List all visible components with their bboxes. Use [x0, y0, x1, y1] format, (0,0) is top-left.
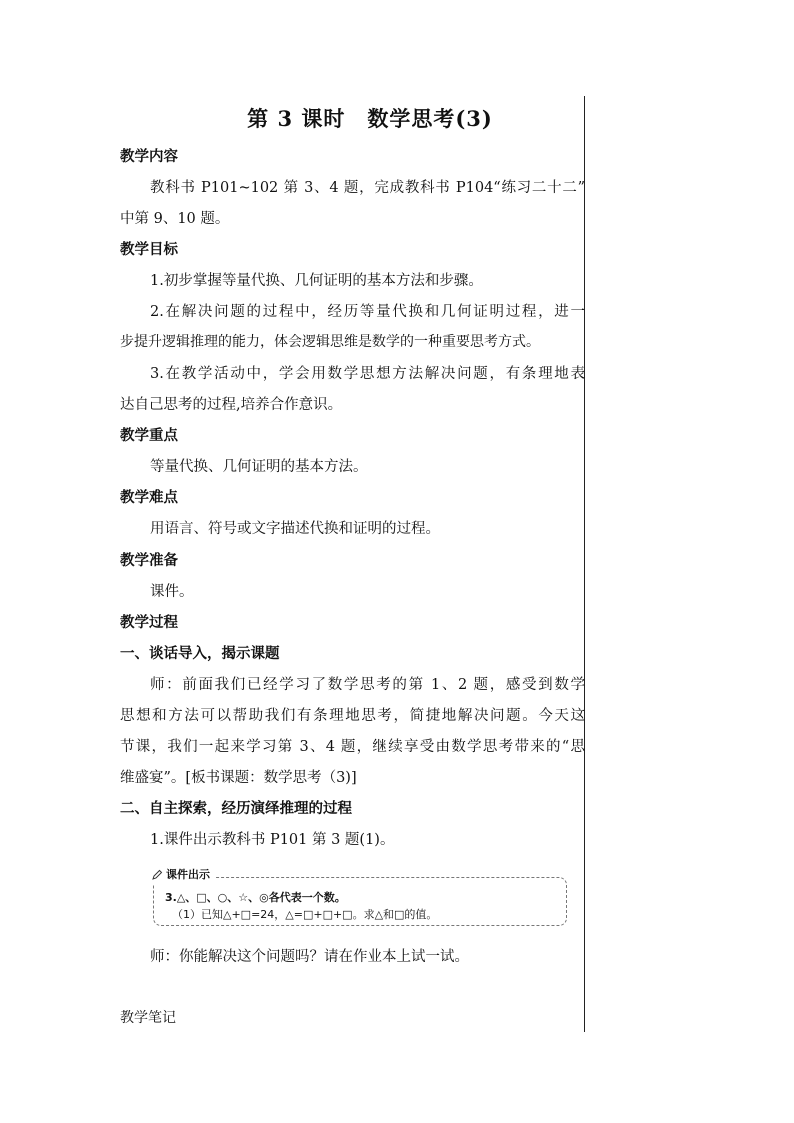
goal-1: 1.初步掌握等量代换、几何证明的基本方法和步骤。 [150, 273, 483, 289]
preparation-text: 课件。 [150, 584, 194, 600]
heading-teaching-content: 教学内容 [120, 149, 178, 165]
section-2-line-2: 师：你能解决这个问题吗？请在作业本上试一试。 [150, 949, 469, 965]
section-1-line-4: 维盛宴”。[板书课题：数学思考（3)] [120, 770, 357, 786]
pencil-icon [151, 869, 163, 881]
heading-key-points: 教学重点 [120, 428, 178, 444]
heading-teaching-goals: 教学目标 [120, 242, 178, 258]
goal-3-line-2: 达自己思考的过程,培养合作意识。 [120, 397, 343, 413]
teaching-notes-label: 教学笔记 [120, 1010, 176, 1026]
margin-divider [584, 96, 585, 1032]
courseware-line-1: 3.△、□、○、☆、◎各代表一个数。 [165, 891, 346, 904]
goal-3-line-1: 3.在教学活动中，学会用数学思想方法解决问题，有条理地表 [150, 366, 585, 382]
section-1-line-2: 思想和方法可以帮助我们有条理地思考，简捷地解决问题。今天这 [120, 708, 585, 724]
section-2-line-1: 1.课件出示教科书 P101 第 3 题(1)。 [150, 832, 395, 848]
section-1-heading: 一、谈话导入，揭示课题 [120, 646, 280, 662]
section-2-heading: 二、自主探索，经历演绎推理的过程 [120, 801, 352, 817]
courseware-line-2: （1）已知△+□=24，△=□+□+□。求△和□的值。 [172, 908, 438, 921]
section-1-line-1: 师：前面我们已经学习了数学思考的第 1、2 题，感受到数学 [150, 677, 585, 693]
difficulties-text: 用语言、符号或文字描述代换和证明的过程。 [150, 521, 440, 537]
heading-preparation: 教学准备 [120, 553, 178, 569]
courseware-tag-label: 课件出示 [166, 868, 210, 881]
goal-2-line-2: 步提升逻辑推理的能力，体会逻辑思维是数学的一种重要思考方式。 [120, 334, 540, 350]
section-1-line-3: 节课，我们一起来学习第 3、4 题，继续享受由数学思考带来的“思 [120, 739, 585, 755]
goal-2-line-1: 2.在解决问题的过程中，经历等量代换和几何证明过程，进一 [150, 304, 585, 320]
heading-difficulties: 教学难点 [120, 490, 178, 506]
heading-teaching-process: 教学过程 [120, 615, 178, 631]
courseware-tag [150, 866, 216, 884]
key-points-text: 等量代换、几何证明的基本方法。 [150, 459, 368, 475]
content-line-1: 教科书 P101~102 第 3、4 题，完成教科书 P104“练习二十二” [150, 180, 585, 196]
content-line-2: 中第 9、10 题。 [120, 211, 230, 227]
lesson-title: 第 3 课时 数学思考(3) [247, 106, 493, 131]
